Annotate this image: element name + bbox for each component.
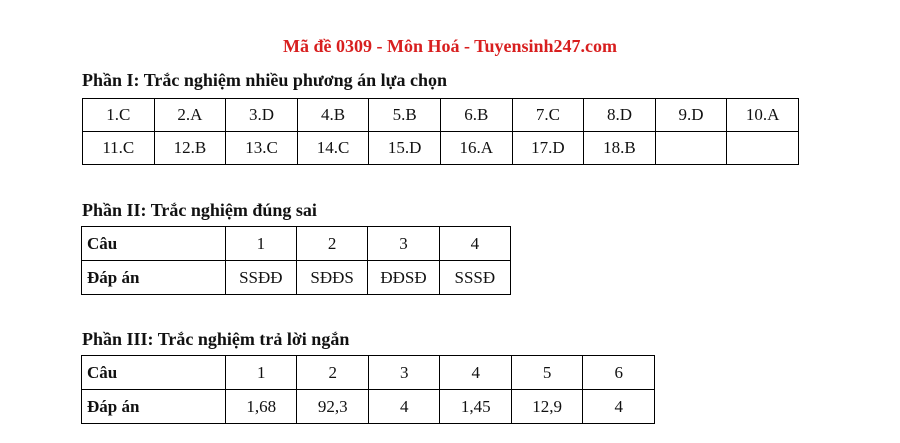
answer-cell: 17.D (512, 132, 584, 165)
question-label: Câu (82, 356, 226, 390)
answer-cell: 4 (368, 390, 439, 424)
question-number: 6 (583, 356, 655, 390)
answer-cell: 92,3 (297, 390, 368, 424)
answer-cell: 4 (583, 390, 655, 424)
answer-label: Đáp án (82, 390, 226, 424)
question-number: 1 (225, 227, 296, 261)
page-title: Mã đề 0309 - Môn Hoá - Tuyensinh247.com (282, 36, 618, 56)
answer-cell: 16.A (440, 132, 512, 165)
part2-heading: Phần II: Trắc nghiệm đúng sai (82, 200, 317, 220)
answer-cell: 1,68 (226, 390, 297, 424)
answer-cell: ĐĐSĐ (368, 261, 439, 295)
answer-cell (727, 132, 799, 165)
answer-cell: 1,45 (440, 390, 511, 424)
answer-cell: 10.A (727, 99, 799, 132)
table-row (82, 227, 511, 261)
part1-heading: Phần I: Trắc nghiệm nhiều phương án lựa chọn (82, 70, 447, 90)
answer-cell: 13.C (226, 132, 298, 165)
question-number: 5 (511, 356, 582, 390)
part3-answer-table (81, 355, 655, 424)
answer-cell: 7.C (512, 99, 584, 132)
answer-cell: 8.D (584, 99, 656, 132)
part3-heading: Phần III: Trắc nghiệm trả lời ngắn (82, 329, 350, 349)
table-row (82, 261, 511, 295)
answer-cell: 4.B (297, 99, 369, 132)
question-number: 1 (226, 356, 297, 390)
table-row (83, 99, 799, 132)
part1-answer-table (82, 98, 799, 165)
answer-cell: SSĐĐ (225, 261, 296, 295)
question-label: Câu (82, 227, 226, 261)
table-row (82, 390, 655, 424)
question-number: 4 (440, 356, 511, 390)
answer-cell: 12.B (154, 132, 226, 165)
answer-cell: 12,9 (511, 390, 582, 424)
answer-cell: 15.D (369, 132, 441, 165)
answer-cell: 1.C (83, 99, 155, 132)
answer-label: Đáp án (82, 261, 226, 295)
answer-cell (655, 132, 727, 165)
answer-cell: 11.C (83, 132, 155, 165)
answer-cell: SĐĐS (296, 261, 367, 295)
table-row (83, 132, 799, 165)
question-number: 4 (439, 227, 510, 261)
question-number: 3 (368, 227, 439, 261)
answer-cell: 5.B (369, 99, 441, 132)
answer-cell: 2.A (154, 99, 226, 132)
question-number: 3 (368, 356, 439, 390)
question-number: 2 (297, 356, 368, 390)
answer-cell: SSSĐ (439, 261, 510, 295)
table-row (82, 356, 655, 390)
answer-cell: 6.B (440, 99, 512, 132)
answer-cell: 18.B (584, 132, 656, 165)
answer-cell: 9.D (655, 99, 727, 132)
answer-cell: 14.C (297, 132, 369, 165)
answer-cell: 3.D (226, 99, 298, 132)
question-number: 2 (296, 227, 367, 261)
part2-answer-table (81, 226, 511, 295)
